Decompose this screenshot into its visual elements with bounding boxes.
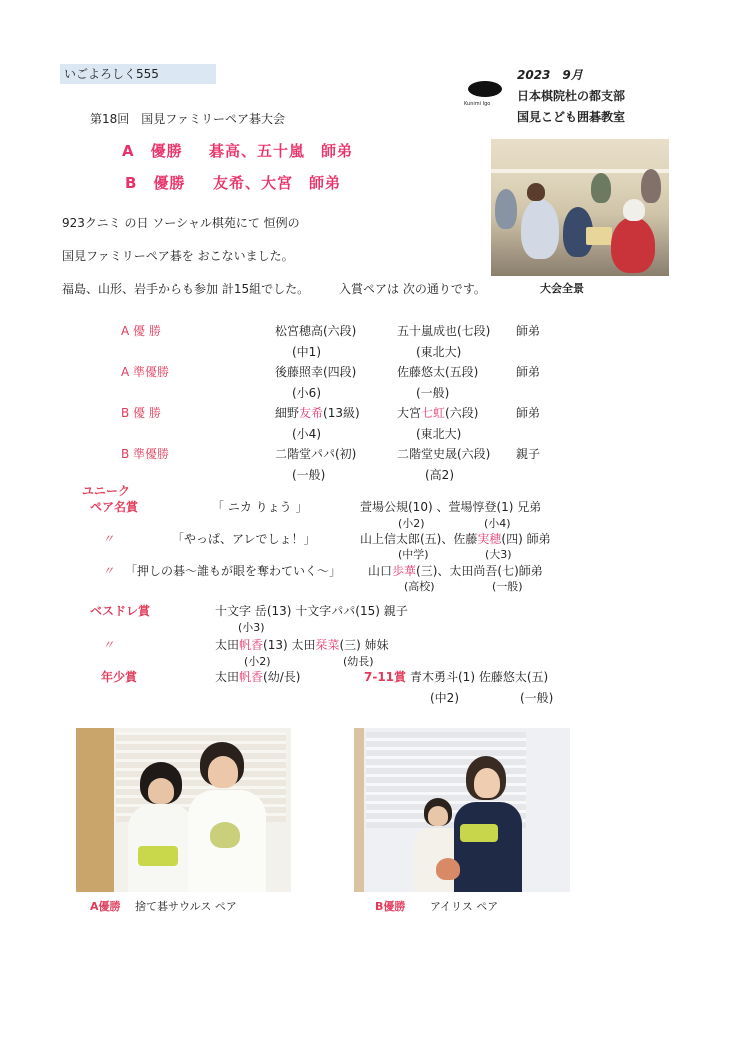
- ditto-mark: 〃: [102, 532, 115, 546]
- header-tag: いごよろしく555: [60, 64, 216, 84]
- result-player-1: 後藤照幸(四段): [275, 365, 357, 379]
- name-highlight: 帆香: [239, 638, 264, 652]
- age-award-sub: (中2): [430, 691, 459, 705]
- org-line-1: 日本棋院杜の都支部: [517, 89, 626, 103]
- result-player-2: 佐藤悠太(五段): [397, 365, 479, 379]
- result-relation: 師弟: [516, 406, 541, 420]
- result-rank: B 準優勝: [121, 447, 170, 461]
- result-player-1: 松宮穂高(六段): [275, 324, 357, 338]
- org-line-2: 国見こども囲碁教室: [517, 110, 626, 124]
- name-highlight: 歩華: [392, 564, 417, 578]
- unique-name-1: 「 ニカ りょう 」: [212, 500, 308, 514]
- name-part: 細野: [275, 406, 300, 420]
- best-dresser-sub: (小3): [238, 621, 265, 634]
- result-relation: 師弟: [516, 365, 541, 379]
- unique-sub: (小4): [484, 517, 511, 530]
- best-dresser-label: ベスドレ賞: [90, 604, 151, 618]
- name-part: (幼/長): [263, 670, 301, 684]
- result-player-1-sub: (中1): [292, 345, 321, 359]
- unique-label-2: ペア名賞: [90, 500, 139, 514]
- ditto-mark: 〃: [102, 564, 115, 578]
- name-part: (13) 太田: [263, 638, 316, 652]
- winner-a-names: 碁高、五十嵐 師弟: [209, 142, 354, 160]
- caption-left-label: A優勝: [90, 900, 121, 913]
- result-player-1: [275, 404, 360, 421]
- unique-sub: (小2): [398, 517, 425, 530]
- winner-a-label: A 優勝: [122, 142, 183, 160]
- name-part: 山口: [368, 564, 393, 578]
- name-part: 太田: [215, 670, 240, 684]
- unique-sub: (中学): [398, 548, 429, 561]
- youngest-label: 年少賞: [101, 670, 138, 684]
- name-part: 大宮: [397, 406, 422, 420]
- name-part: 山上信太郎(五)、佐藤: [360, 532, 478, 546]
- intro-line-4: 入賞ペアは 次の通りです。: [339, 282, 486, 296]
- unique-members-1: 萱場公規(10) 、萱場惇登(1) 兄弟: [360, 500, 542, 514]
- name-part: (六段): [445, 406, 479, 420]
- date: 2023 9月: [517, 68, 583, 82]
- name-highlight: 友希: [299, 406, 324, 420]
- result-player-2-sub: (一般): [416, 386, 450, 400]
- name-highlight: 実穂: [477, 532, 502, 546]
- intro-line-1: 923クニミ の日 ソーシャル棋苑にて 恒例の: [62, 216, 300, 230]
- photo-caption-top: 大会全景: [540, 282, 584, 295]
- caption-right-label: B優勝: [375, 900, 406, 913]
- name-part: (13級): [323, 406, 360, 420]
- result-rank: A 優 勝: [121, 324, 161, 338]
- name-highlight: 栞菜: [315, 638, 340, 652]
- result-relation: 親子: [516, 447, 541, 461]
- result-player-2: 五十嵐成也(七段): [397, 324, 491, 338]
- best-dresser-row-2: [215, 636, 389, 653]
- result-player-2: [397, 404, 478, 421]
- name-part: (三) 姉妹: [339, 638, 389, 652]
- unique-members-2: [360, 530, 551, 547]
- best-dresser-sub: (小2): [244, 655, 271, 668]
- tournament-photo: [491, 139, 669, 276]
- result-player-2-sub: (東北大): [416, 427, 462, 441]
- caption-right-text: アイリス ペア: [430, 900, 499, 913]
- age-award-sub: (一般): [520, 691, 554, 705]
- result-rank: B 優 勝: [121, 406, 161, 420]
- unique-name-2: 「やっぱ、アレでしょ！」: [172, 532, 316, 546]
- name-highlight: 七虹: [421, 406, 446, 420]
- result-relation: 師弟: [516, 324, 541, 338]
- best-dresser-row-1: 十文字 岳(13) 十文字パパ(15) 親子: [215, 604, 408, 618]
- result-player-1-sub: (小4): [292, 427, 321, 441]
- winner-b-label: B 優勝: [125, 174, 186, 192]
- unique-members-3: [368, 562, 543, 579]
- b-winner-photo: [354, 728, 570, 892]
- age-award-members: 青木勇斗(1) 佐藤悠太(五): [410, 670, 549, 684]
- intro-line-2: 国見ファミリーペア碁を おこないました。: [62, 249, 294, 263]
- name-part: (四) 師弟: [501, 532, 551, 546]
- result-rank: A 準優勝: [121, 365, 170, 379]
- unique-sub: (一般): [492, 580, 523, 593]
- name-highlight: 帆香: [239, 670, 264, 684]
- youngest-name: [215, 668, 300, 685]
- intro-line-3: 福島、山形、岩手からも参加 計15組でした。: [62, 282, 310, 296]
- result-player-1-sub: (小6): [292, 386, 321, 400]
- unique-label-1: ユニーク: [82, 484, 131, 498]
- unique-name-3: 「押しの碁～誰もが眼を奪わていく～」: [125, 564, 342, 578]
- age-award-label: 7-11賞: [364, 670, 407, 684]
- winner-b-names: 友希、大宮 師弟: [213, 174, 342, 192]
- best-dresser-sub: (幼長): [343, 655, 374, 668]
- ditto-mark: 〃: [102, 638, 115, 652]
- unique-sub: (高校): [404, 580, 435, 593]
- result-player-2-sub: (高2): [425, 468, 454, 482]
- result-player-1-sub: (一般): [292, 468, 326, 482]
- unique-sub: (大3): [485, 548, 512, 561]
- result-player-2-sub: (東北大): [416, 345, 462, 359]
- result-player-1: 二階堂パパ(初): [275, 447, 357, 461]
- logo-icon: [466, 80, 504, 102]
- logo-text: Kunimi Igo: [464, 101, 491, 107]
- a-winner-photo: [76, 728, 291, 892]
- name-part: 太田: [215, 638, 240, 652]
- name-part: (三)、太田尚吾(七)師弟: [416, 564, 543, 578]
- caption-left-text: 捨て碁サウルス ペア: [135, 900, 237, 913]
- result-player-2: 二階堂史晟(六段): [397, 447, 491, 461]
- event-title: 第18回 国見ファミリーペア碁大会: [90, 112, 286, 126]
